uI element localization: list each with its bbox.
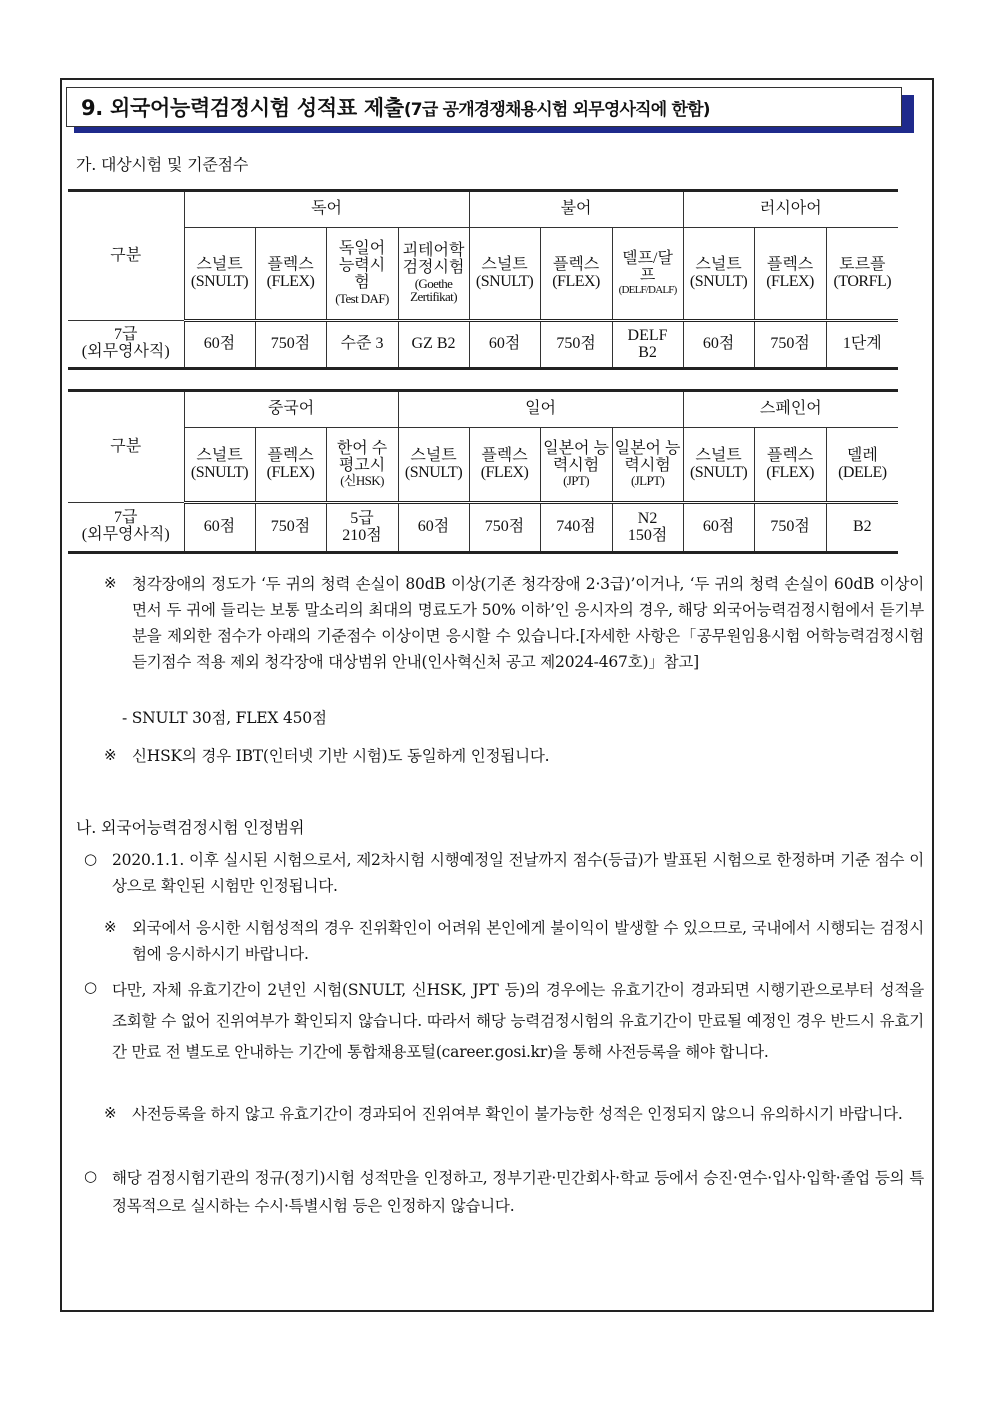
score-cell: 60점 [683,321,754,369]
test-cell: 스널트 (SNULT) [683,428,754,503]
test-cell: 플렉스 (FLEX) [255,428,326,503]
score-cell: 60점 [184,321,255,369]
score-cell: 750점 [255,321,326,369]
circle-mark: ○ [84,978,98,996]
test-cell: 플렉스 (FLEX) [754,428,826,503]
score-cell: 60점 [683,503,754,553]
score-cell: 750점 [255,503,326,553]
score-cell: 750점 [540,321,612,369]
score-cell: DELF B2 [612,321,683,369]
test-cell: 한어 수평고시 (신HSK) [326,428,398,503]
score-cell: 1단계 [826,321,898,369]
test-cell: 스널트 (SNULT) [469,228,540,321]
circle-mark: ○ [84,1167,98,1185]
score-cell: 740점 [540,503,612,553]
test-cell: 델레 (DELE) [826,428,898,503]
overseas-test-note: 외국에서 응시한 시험성적의 경우 진위확인이 어려워 본인에게 불이익이 발생할 수 있으므로, 국내에서 시행되는 검정시험에 응시하시기 바랍니다. [132,919,924,963]
score-cell: GZ B2 [398,321,469,369]
score-cell: 750점 [469,503,540,553]
score-cell: B2 [826,503,898,553]
test-cell: 플렉스 (FLEX) [754,228,826,321]
note-mark: ※ [104,574,117,592]
test-cell: 토르플 (TORFL) [826,228,898,321]
note-mark: ※ [104,1104,117,1122]
lang-chinese: 중국어 [184,391,398,428]
score-table-2 [68,389,898,554]
test-cell: 괴테어학 검정시험 (Goethe Zertifikat) [398,228,469,321]
lang-russian: 러시아어 [683,191,898,228]
pre-registration-note: 사전등록을 하지 않고 유효기간이 경과되어 진위여부 확인이 불가능한 성적은 인정되지 않으니 유의하시기 바랍니다. [132,1105,903,1123]
score-cell: 60점 [398,503,469,553]
hsk-ibt-note: 신HSK의 경우 IBT(인터넷 기반 시험)도 동일하게 인정됩니다. [132,747,550,765]
test-cell: 스널트 (SNULT) [184,228,255,321]
title-box [66,87,902,127]
hearing-impairment-note: 청각장애의 정도가 ‘두 귀의 청력 손실이 80dB 이상(기존 청각장애 2·3급)’이거나, ‘두 귀의 청력 손실이 60dB 이상이면서 두 귀에 들리는 보통 말소리의 최대의 명료도가 50% 이하’인 응시자의 경우, 해당 외국어능력검정시험에서 듣기부분을 제외한 점수가 아래의 기준점수 이상이면 응시할 수 있습니다.[자세한 사항은「공무원임용시험 어학능력검정시험 듣기점수 적용 제외 청각장애 대상범위 안내(인사혁신처 공고 제2024-467호)」참고] [132,575,924,671]
test-cell: 스널트 (SNULT) [398,428,469,503]
test-cell: 일본어 능력시험 (JLPT) [612,428,683,503]
test-cell: 델프/달프 (DELF/DALF) [612,228,683,321]
note-mark: ※ [104,746,117,764]
title-sub: (7급 공개경쟁채용시험 외무영사직에 한함) [403,100,710,120]
note-mark: ※ [104,918,117,936]
section-a-heading: 가. 대상시험 및 기준점수 [76,155,249,174]
row-header: 구분 [68,391,184,503]
test-cell: 스널트 (SNULT) [184,428,255,503]
title-main: 9. 외국어능력검정시험 성적표 제출 [81,96,404,120]
test-cell: 독일어 능력시험 (Test DAF) [326,228,398,321]
hearing-impairment-score: - SNULT 30점, FLEX 450점 [122,709,327,727]
score-cell: 5급 210점 [326,503,398,553]
lang-japanese: 일어 [398,391,683,428]
test-cell: 플렉스 (FLEX) [469,428,540,503]
score-table-1 [68,189,898,370]
score-cell: N2 150점 [612,503,683,553]
circle-mark: ○ [84,850,98,868]
grade-label: 7급 (외무영사직) [68,503,184,553]
test-cell: 플렉스 (FLEX) [255,228,326,321]
score-cell: 수준 3 [326,321,398,369]
recognition-item-3: 해당 검정시험기관의 정규(정기)시험 성적만을 인정하고, 정부기관·민간회사·학교 등에서 승진·연수·입사·입학·졸업 등의 특정목적으로 실시하는 수시·특별시험 등은 인정하지 않습니다. [112,1169,924,1215]
test-cell: 일본어 능력시험 (JPT) [540,428,612,503]
section-b-heading: 나. 외국어능력검정시험 인정범위 [76,818,305,837]
score-cell: 750점 [754,321,826,369]
recognition-item-1: 2020.1.1. 이후 실시된 시험으로서, 제2차시험 시행예정일 전날까지 점수(등급)가 발표된 시험으로 한정하며 기준 점수 이상으로 확인된 시험만 인정됩니다. [112,851,924,895]
test-cell: 플렉스 (FLEX) [540,228,612,321]
test-cell: 스널트 (SNULT) [683,228,754,321]
score-cell: 750점 [754,503,826,553]
lang-french: 불어 [469,191,683,228]
page-title [81,92,710,122]
recognition-item-2: 다만, 자체 유효기간이 2년인 시험(SNULT, 신HSK, JPT 등)의 경우에는 유효기간이 경과되면 시행기관으로부터 성적을 조회할 수 없어 진위여부가 확인되지 않습니다. 따라서 해당 능력검정시험의 유효기간이 만료될 예정인 경우 반드시 유효기간 만료 전 별도로 안내하는 기간에 통합채용포털(career.gosi.kr)을 통해 사전등록을 해야 합니다. [112,981,924,1061]
lang-spanish: 스페인어 [683,391,898,428]
score-cell: 60점 [184,503,255,553]
row-header: 구분 [68,191,184,321]
grade-label: 7급 (외무영사직) [68,321,184,369]
lang-german: 독어 [184,191,469,228]
score-cell: 60점 [469,321,540,369]
